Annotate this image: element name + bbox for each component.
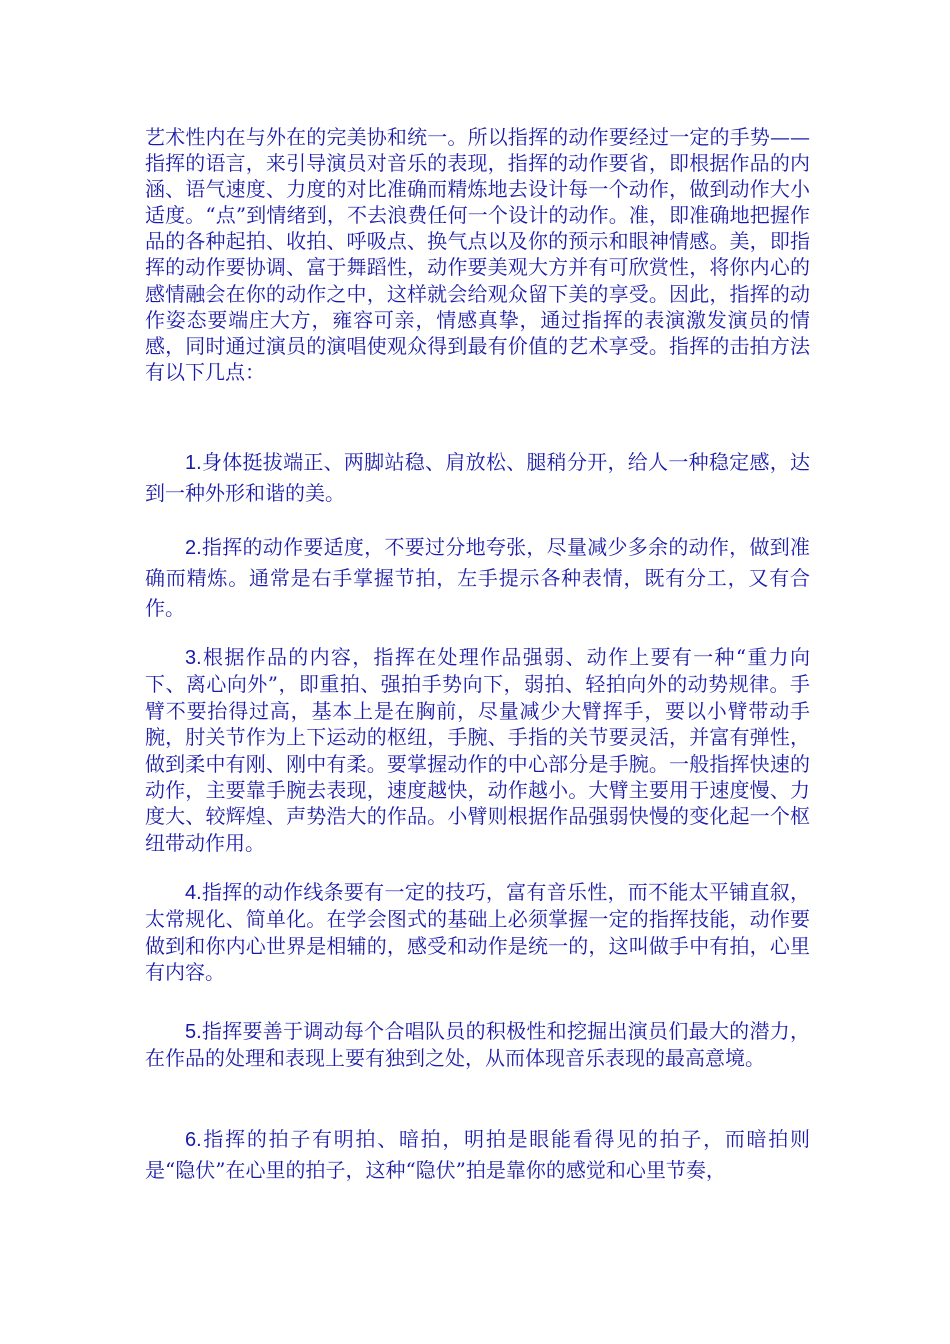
item-text: 指挥要善于调动每个合唱队员的积极性和挖掘出演员们最大的潜力，在作品的处理和表现上要有独到之处，从而体现音乐表现的最高意境。 [145, 1019, 810, 1071]
item-number: 2. [185, 537, 202, 559]
item-text: 指挥的动作要适度，不要过分地夸张，尽量减少多余的动作，做到准确而精炼。通常是右手掌握节拍，左手提示各种表情，既有分工，又有合作。 [145, 535, 810, 620]
item-text: 指挥的动作线条要有一定的技巧，富有音乐性，而不能太平铺直叙，太常规化、简单化。在学会图式的基础上必须掌握一定的指挥技能，动作要做到和你内心世界是相辅的，感受和动作是统一的，这叫做手中有拍，心里有内容。 [145, 880, 810, 985]
item-text: 身体挺拔端正、两脚站稳、肩放松、腿稍分开，给人一种稳定感，达到一种外形和谐的美。 [145, 450, 810, 505]
item-number: 4. [185, 882, 202, 904]
list-item-6 [145, 1124, 810, 1185]
item-number: 5. [185, 1021, 202, 1043]
intro-paragraph: 艺术性内在与外在的完美协和统一。所以指挥的动作要经过一定的手势——指挥的语言，来引导演员对音乐的表现，指挥的动作要省，即根据作品的内涵、语气速度、力度的对比准确而精炼地去设计每一个动作，做到动作大小适度。“点”到情绪到，不去浪费任何一个设计的动作。准，即准确地把握作品的各种起拍、收拍、呼吸点、换气点以及你的预示和眼神情感。美，即指挥的动作要协调、富于舞蹈性，动作要美观大方并有可欣赏性，将你内心的感情融会在你的动作之中，这样就会给观众留下美的享受。因此，指挥的动作姿态要端庄大方，雍容可亲，情感真挚，通过指挥的表演激发演员的情感，同时通过演员的演唱使观众得到最有价值的艺术享受。指挥的击拍方法有以下几点： [145, 125, 810, 384]
item-text: 根据作品的内容，指挥在处理作品强弱、动作上要有一种“重力向下、离心向外”，即重拍、强拍手势向下，弱拍、轻拍向外的动势规律。手臂不要抬得过高，基本上是在胸前，尽量减少大臂挥手，要以小臂带动手腕，肘关节作为上下运动的枢纽，手腕、手指的关节要灵活，并富有弹性，做到柔中有刚、刚中有柔。要掌握动作的中心部分是手腕。一般指挥快速的动作，主要靠手腕去表现，速度越快，动作越小。大臂主要用于速度慢、力度大、较辉煌、声势浩大的作品。小臂则根据作品强弱快慢的变化起一个枢纽带动作用。 [145, 645, 810, 855]
list-item-2 [145, 532, 810, 623]
item-number: 6. [185, 1129, 202, 1151]
item-number: 1. [185, 452, 202, 474]
item-number: 3. [185, 647, 202, 669]
item-text: 指挥的拍子有明拍、暗拍，明拍是眼能看得见的拍子，而暗拍则是“隐伏”在心里的拍子，这种“隐伏”拍是靠你的感觉和心里节奏， [145, 1127, 810, 1182]
list-item-5 [145, 1018, 810, 1072]
list-item-1 [145, 447, 810, 508]
list-item-4 [145, 879, 810, 986]
list-item-3 [145, 644, 810, 856]
